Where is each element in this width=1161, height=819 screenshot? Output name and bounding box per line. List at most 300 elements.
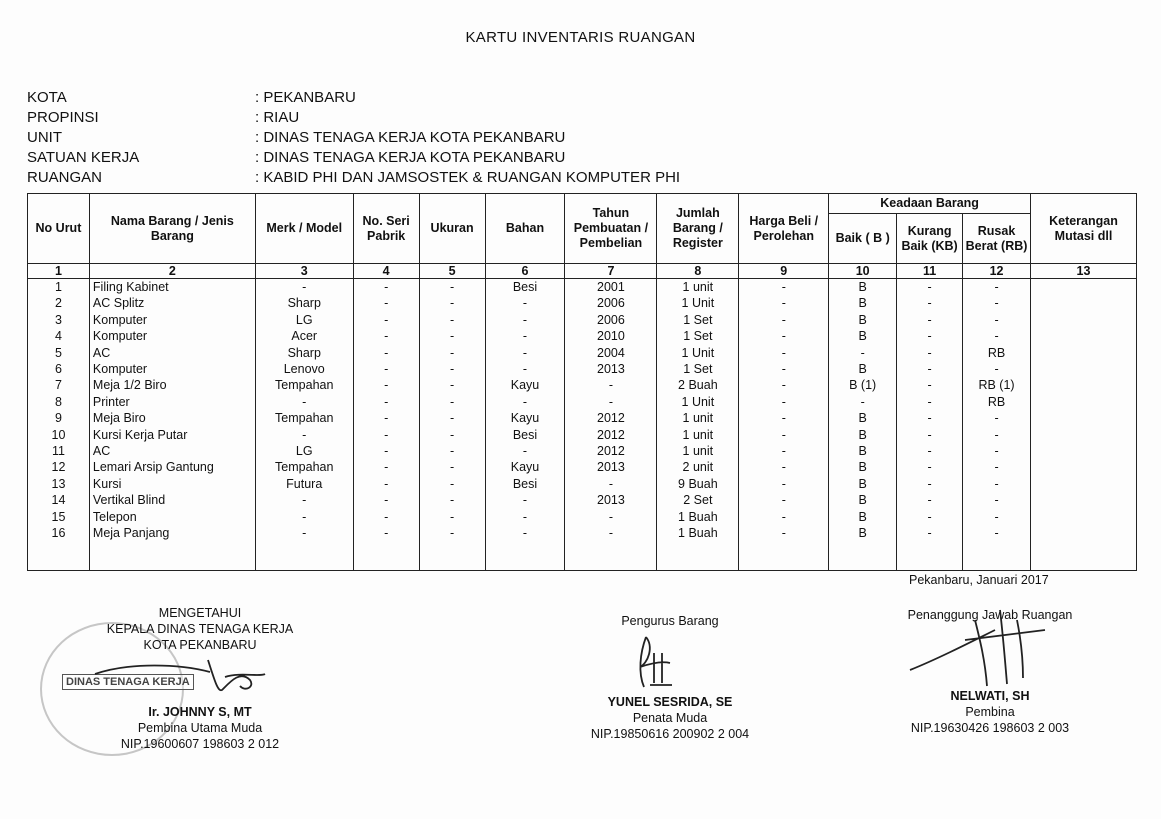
col-nama-barang: Nama Barang / Jenis Barang (89, 194, 255, 264)
table-row (28, 312, 1137, 328)
col-kurang-baik: Kurang Baik (KB) (897, 214, 963, 264)
sig-left-line3: KOTA PEKANBARU (143, 638, 257, 652)
table-cell (1030, 312, 1136, 328)
table-cell: - (739, 525, 829, 541)
table-cell: - (565, 509, 657, 525)
table-cell (1030, 394, 1136, 410)
sig-left-line1: MENGETAHUI (158, 606, 242, 620)
column-number-row (28, 264, 1137, 279)
table-cell: B (829, 361, 897, 377)
table-row (28, 476, 1137, 492)
table-cell: - (897, 525, 963, 541)
table-cell: 8 (28, 394, 90, 410)
table-cell: - (353, 295, 419, 311)
table-cell: Sharp (255, 295, 353, 311)
table-row (28, 509, 1137, 525)
table-cell: 1 unit (657, 443, 739, 459)
table-cell: - (829, 345, 897, 361)
table-cell: Komputer (89, 328, 255, 344)
table-cell: AC (89, 443, 255, 459)
table-cell: 2 (28, 295, 90, 311)
table-cell: - (485, 361, 565, 377)
table-cell-empty (255, 542, 353, 571)
header-row (27, 88, 680, 108)
table-cell (1030, 492, 1136, 508)
table-cell: - (897, 459, 963, 475)
table-cell: - (963, 492, 1031, 508)
table-cell: B (829, 459, 897, 475)
table-cell: - (419, 279, 485, 296)
table-cell: AC (89, 345, 255, 361)
table-cell: 2 unit (657, 459, 739, 475)
header-value: : RIAU (255, 109, 300, 126)
table-cell: 1 unit (657, 410, 739, 426)
table-cell: Filing Kabinet (89, 279, 255, 296)
sig-middle-name: YUNEL SESRIDA, SE (607, 695, 733, 709)
table-cell: Besi (485, 476, 565, 492)
table-cell-empty (829, 542, 897, 571)
table-cell (1030, 345, 1136, 361)
table-cell: - (897, 312, 963, 328)
table-cell: 6 (28, 361, 90, 377)
table-cell: Komputer (89, 312, 255, 328)
table-cell: - (353, 443, 419, 459)
table-cell: Telepon (89, 509, 255, 525)
table-cell: Lemari Arsip Gantung (89, 459, 255, 475)
table-cell-empty (963, 542, 1031, 571)
table-cell: 3 (28, 312, 90, 328)
table-cell: - (897, 410, 963, 426)
table-cell: 14 (28, 492, 90, 508)
table-row (28, 377, 1137, 393)
table-cell: - (565, 476, 657, 492)
table-cell-empty (28, 542, 90, 571)
table-cell: Komputer (89, 361, 255, 377)
table-cell (1030, 377, 1136, 393)
table-cell: B (829, 525, 897, 541)
table-row (28, 427, 1137, 443)
table-cell (1030, 361, 1136, 377)
table-cell: - (739, 394, 829, 410)
table-cell-empty (353, 542, 419, 571)
table-cell: - (739, 427, 829, 443)
table-cell (1030, 328, 1136, 344)
table-row (28, 295, 1137, 311)
table-cell: - (963, 525, 1031, 541)
table-cell: 2 Buah (657, 377, 739, 393)
table-cell: - (897, 328, 963, 344)
table-row (28, 328, 1137, 344)
table-cell: - (897, 476, 963, 492)
header-info (27, 88, 680, 188)
table-cell: - (419, 443, 485, 459)
signature-scribble-left (90, 652, 270, 702)
table-cell: - (739, 476, 829, 492)
table-cell: - (353, 509, 419, 525)
table-cell: - (565, 377, 657, 393)
column-number: 3 (255, 264, 353, 279)
table-cell: B (1) (829, 377, 897, 393)
table-cell-empty (565, 542, 657, 571)
header-row (27, 148, 680, 168)
table-cell: - (897, 394, 963, 410)
table-cell: - (419, 328, 485, 344)
table-cell: B (829, 279, 897, 296)
table-cell: - (353, 328, 419, 344)
table-cell: - (485, 295, 565, 311)
table-cell-empty (89, 542, 255, 571)
table-cell: - (897, 443, 963, 459)
table-cell: - (897, 377, 963, 393)
table-cell: 1 Buah (657, 509, 739, 525)
table-cell: - (485, 509, 565, 525)
table-cell: - (897, 427, 963, 443)
table-cell (1030, 459, 1136, 475)
table-cell: - (485, 328, 565, 344)
table-cell: 16 (28, 525, 90, 541)
table-cell: Meja Biro (89, 410, 255, 426)
table-cell: LG (255, 312, 353, 328)
header-key: KOTA (27, 89, 67, 106)
signature-right-details (890, 688, 1090, 736)
sig-middle-nip: NIP.19850616 200902 2 004 (590, 727, 750, 741)
table-cell: - (353, 345, 419, 361)
table-row (28, 525, 1137, 541)
sig-right-name: NELWATI, SH (950, 689, 1030, 703)
table-cell: Kayu (485, 410, 565, 426)
table-cell: 10 (28, 427, 90, 443)
table-cell: - (485, 312, 565, 328)
table-cell (1030, 443, 1136, 459)
table-cell: - (353, 427, 419, 443)
table-cell: RB (1) (963, 377, 1031, 393)
table-cell-empty (485, 542, 565, 571)
column-number: 10 (829, 264, 897, 279)
table-cell-empty (419, 542, 485, 571)
col-harga: Harga Beli / Perolehan (739, 194, 829, 264)
table-row (28, 394, 1137, 410)
table-cell: 2013 (565, 361, 657, 377)
table-cell: 4 (28, 328, 90, 344)
table-cell: B (829, 492, 897, 508)
table-cell: - (419, 492, 485, 508)
table-cell: 2 Set (657, 492, 739, 508)
table-cell: - (353, 459, 419, 475)
table-cell: 13 (28, 476, 90, 492)
inventory-table (27, 193, 1137, 571)
col-keadaan-barang: Keadaan Barang (829, 194, 1031, 214)
col-no-urut: No Urut (28, 194, 90, 264)
table-cell: - (353, 492, 419, 508)
column-number: 11 (897, 264, 963, 279)
table-cell (1030, 509, 1136, 525)
table-cell: - (963, 361, 1031, 377)
header-row (27, 168, 680, 188)
table-cell: 1 unit (657, 427, 739, 443)
table-cell: - (353, 279, 419, 296)
table-cell-empty (897, 542, 963, 571)
table-cell: - (419, 525, 485, 541)
signature-middle (570, 613, 770, 629)
table-cell: - (897, 492, 963, 508)
table-cell: - (739, 377, 829, 393)
table-cell: - (829, 394, 897, 410)
table-cell: - (353, 476, 419, 492)
table-cell: Printer (89, 394, 255, 410)
sig-left-nip: NIP.19600607 198603 2 012 (120, 737, 280, 751)
date-line: Pekanbaru, Januari 2017 (909, 573, 1049, 587)
table-cell: 2004 (565, 345, 657, 361)
table-cell: 2013 (565, 459, 657, 475)
table-cell: - (353, 361, 419, 377)
sig-left-name: Ir. JOHNNY S, MT (148, 705, 252, 719)
table-cell: Tempahan (255, 377, 353, 393)
column-number: 8 (657, 264, 739, 279)
table-cell: - (255, 525, 353, 541)
column-number: 12 (963, 264, 1031, 279)
table-cell: - (419, 312, 485, 328)
table-cell: - (419, 459, 485, 475)
sig-left-line2: KEPALA DINAS TENAGA KERJA (106, 622, 294, 636)
header-key: RUANGAN (27, 169, 103, 186)
table-cell: - (565, 525, 657, 541)
table-cell: 2006 (565, 312, 657, 328)
table-row (28, 459, 1137, 475)
table-cell: Besi (485, 427, 565, 443)
table-cell: 1 unit (657, 279, 739, 296)
table-cell: Besi (485, 279, 565, 296)
table-cell: Kursi (89, 476, 255, 492)
column-number: 13 (1030, 264, 1136, 279)
table-cell: - (419, 361, 485, 377)
table-cell: 11 (28, 443, 90, 459)
table-cell: - (353, 525, 419, 541)
table-cell: - (353, 312, 419, 328)
table-cell: 1 Set (657, 328, 739, 344)
table-cell: RB (963, 394, 1031, 410)
table-cell: 2006 (565, 295, 657, 311)
table-cell: 1 Unit (657, 394, 739, 410)
sig-right-role: Penanggung Jawab Ruangan (907, 608, 1073, 622)
table-cell: 2012 (565, 410, 657, 426)
table-cell: - (419, 476, 485, 492)
table-cell: - (565, 394, 657, 410)
table-cell: - (419, 345, 485, 361)
table-cell: 9 (28, 410, 90, 426)
table-cell-empty (1030, 542, 1136, 571)
table-cell: 15 (28, 509, 90, 525)
table-cell: - (963, 459, 1031, 475)
table-row (28, 443, 1137, 459)
table-cell: - (963, 427, 1031, 443)
table-row (28, 279, 1137, 296)
table-cell: Tempahan (255, 410, 353, 426)
table-cell (1030, 476, 1136, 492)
column-number: 7 (565, 264, 657, 279)
table-cell: 1 Set (657, 361, 739, 377)
table-cell: B (829, 443, 897, 459)
table-cell: Meja 1/2 Biro (89, 377, 255, 393)
col-merk: Merk / Model (255, 194, 353, 264)
table-cell: - (419, 410, 485, 426)
header-value: : DINAS TENAGA KERJA KOTA PEKANBARU (255, 149, 566, 166)
table-cell (1030, 410, 1136, 426)
table-cell: Meja Panjang (89, 525, 255, 541)
table-cell: Acer (255, 328, 353, 344)
table-cell: - (353, 377, 419, 393)
table-cell: 1 Set (657, 312, 739, 328)
column-number: 5 (419, 264, 485, 279)
col-tahun: Tahun Pembuatan / Pembelian (565, 194, 657, 264)
table-cell: Futura (255, 476, 353, 492)
table-cell: - (485, 443, 565, 459)
table-cell: - (897, 345, 963, 361)
signature-left (90, 605, 310, 653)
table-cell: - (255, 509, 353, 525)
header-key: UNIT (27, 129, 62, 146)
table-cell: - (897, 361, 963, 377)
table-cell: Kursi Kerja Putar (89, 427, 255, 443)
table-cell: B (829, 509, 897, 525)
table-cell: - (963, 328, 1031, 344)
table-cell: - (255, 427, 353, 443)
table-cell: 2012 (565, 443, 657, 459)
table-cell: Kayu (485, 459, 565, 475)
stamp-label: DINAS TENAGA KERJA (62, 674, 194, 690)
table-cell: - (353, 410, 419, 426)
table-cell: - (739, 345, 829, 361)
table-cell (1030, 295, 1136, 311)
header-value: : KABID PHI DAN JAMSOSTEK & RUANGAN KOMPUTER PHI (255, 169, 681, 186)
table-cell: 1 Unit (657, 295, 739, 311)
table-cell: 2013 (565, 492, 657, 508)
table-cell: 7 (28, 377, 90, 393)
table-cell: B (829, 476, 897, 492)
table-cell: - (739, 312, 829, 328)
col-keterangan: Keterangan Mutasi dll (1030, 194, 1136, 264)
table-cell-empty (657, 542, 739, 571)
table-cell: - (485, 345, 565, 361)
table-cell: - (897, 509, 963, 525)
column-number: 6 (485, 264, 565, 279)
table-cell: - (739, 279, 829, 296)
table-cell: 1 Buah (657, 525, 739, 541)
table-cell: 2001 (565, 279, 657, 296)
table-cell (1030, 279, 1136, 296)
table-cell: - (485, 394, 565, 410)
table-row (28, 361, 1137, 377)
sig-middle-role: Pengurus Barang (621, 614, 719, 628)
signature-scribble-middle (632, 633, 682, 691)
table-cell: B (829, 427, 897, 443)
table-cell: - (485, 492, 565, 508)
table-cell: 5 (28, 345, 90, 361)
signature-middle-details (570, 694, 770, 742)
table-cell: - (739, 410, 829, 426)
table-cell: Vertikal Blind (89, 492, 255, 508)
table-cell: B (829, 295, 897, 311)
table-cell: - (255, 492, 353, 508)
table-cell: - (963, 312, 1031, 328)
table-cell: - (739, 492, 829, 508)
sig-right-nip: NIP.19630426 198603 2 003 (910, 721, 1070, 735)
table-cell: Tempahan (255, 459, 353, 475)
table-cell: 12 (28, 459, 90, 475)
table-bottom-row (28, 542, 1137, 571)
table-cell: - (739, 328, 829, 344)
table-cell: - (739, 361, 829, 377)
col-baik: Baik ( B ) (829, 214, 897, 264)
table-cell: RB (963, 345, 1031, 361)
col-bahan: Bahan (485, 194, 565, 264)
table-cell: AC Splitz (89, 295, 255, 311)
table-cell: - (419, 377, 485, 393)
table-cell: - (897, 279, 963, 296)
table-cell: - (963, 509, 1031, 525)
header-row (27, 108, 680, 128)
header-value: : DINAS TENAGA KERJA KOTA PEKANBARU (255, 129, 566, 146)
table-cell: Sharp (255, 345, 353, 361)
sig-right-rank: Pembina (965, 705, 1015, 719)
table-cell: 1 (28, 279, 90, 296)
signature-scribble-right (905, 600, 1055, 690)
table-cell: - (739, 459, 829, 475)
column-number: 9 (739, 264, 829, 279)
table-cell: LG (255, 443, 353, 459)
table-cell: - (419, 427, 485, 443)
table-cell: - (485, 525, 565, 541)
table-cell: - (963, 476, 1031, 492)
table-cell: - (963, 410, 1031, 426)
table-cell: - (255, 279, 353, 296)
table-cell: - (897, 295, 963, 311)
table-row (28, 492, 1137, 508)
table-cell: - (419, 295, 485, 311)
table-cell: - (353, 394, 419, 410)
sig-left-rank: Pembina Utama Muda (137, 721, 263, 735)
table-cell: - (255, 394, 353, 410)
column-number: 1 (28, 264, 90, 279)
document-title: KARTU INVENTARIS RUANGAN (465, 29, 696, 46)
table-cell: - (963, 279, 1031, 296)
table-cell: - (419, 394, 485, 410)
table-cell-empty (739, 542, 829, 571)
signature-left-details (90, 704, 310, 752)
table-cell: 1 Unit (657, 345, 739, 361)
header-key: PROPINSI (27, 109, 99, 126)
col-ukuran: Ukuran (419, 194, 485, 264)
col-rusak-berat: Rusak Berat (RB) (963, 214, 1031, 264)
table-cell: 9 Buah (657, 476, 739, 492)
column-number: 2 (89, 264, 255, 279)
table-cell: Kayu (485, 377, 565, 393)
table-cell: - (963, 295, 1031, 311)
sig-middle-rank: Penata Muda (632, 711, 708, 725)
table-cell: Lenovo (255, 361, 353, 377)
table-cell: 2010 (565, 328, 657, 344)
table-cell: B (829, 312, 897, 328)
table-cell: - (739, 509, 829, 525)
table-row (28, 410, 1137, 426)
table-cell: - (739, 443, 829, 459)
table-cell: - (419, 509, 485, 525)
column-number: 4 (353, 264, 419, 279)
table-row (28, 345, 1137, 361)
table-cell: B (829, 410, 897, 426)
table-cell (1030, 427, 1136, 443)
col-no-seri: No. Seri Pabrik (353, 194, 419, 264)
header-row (27, 128, 680, 148)
